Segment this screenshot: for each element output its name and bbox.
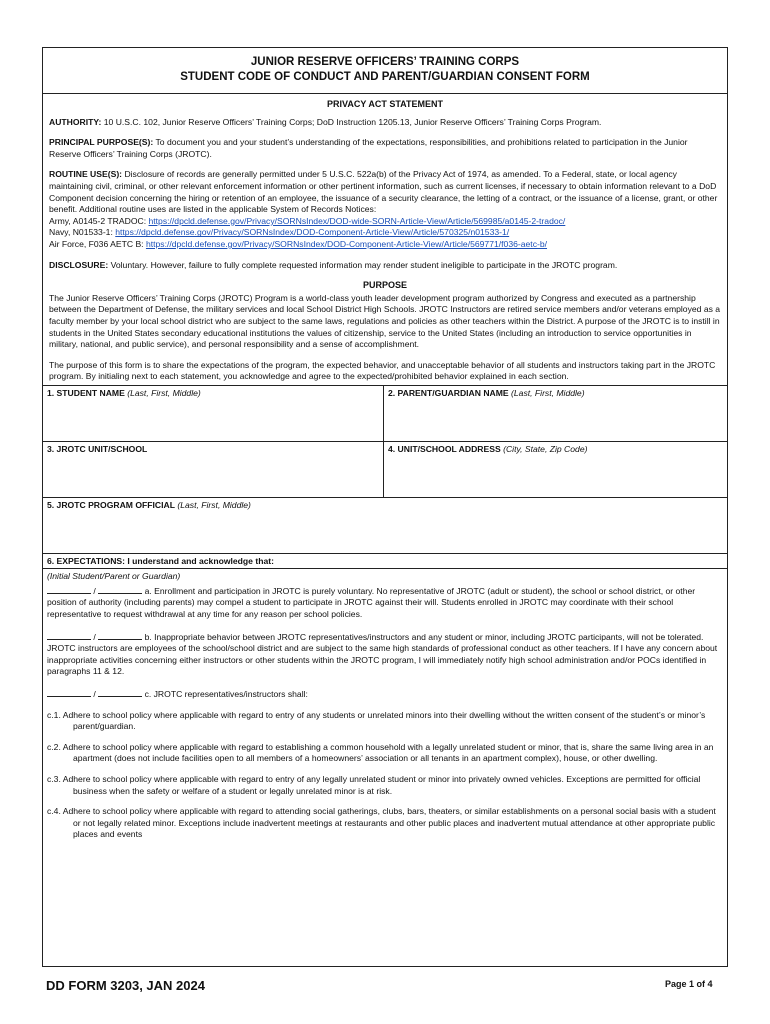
unit-address-hint: (City, State, Zip Code) — [503, 443, 588, 454]
navy-sorn-label: Navy, N01533-1: — [49, 227, 113, 238]
initials-separator: / — [93, 689, 96, 700]
parent-name-field[interactable] — [384, 386, 727, 441]
disclosure-paragraph — [49, 260, 721, 272]
army-sorn-label: Army, A0145-2 TRADOC: — [49, 215, 147, 226]
routine-use-label: ROUTINE USE(S): — [49, 169, 123, 180]
expectations-list — [43, 584, 727, 841]
expectation-c3: c.3. Adhere to school policy where applicable with regard to entry of any legally unrelated student or minor into privately owned vehicles. Exceptions are permitted for official business when the safety or welfare of a student or legally unrelated minor is at risk. — [47, 774, 701, 796]
program-official-label: 5. JROTC PROGRAM OFFICIAL — [47, 499, 175, 510]
name-fields-row — [43, 385, 727, 441]
privacy-heading: PRIVACY ACT STATEMENT — [326, 99, 443, 109]
routine-use-text: Disclosure of records are generally permitted under 5 U.S.C. 522a(b) of the Privacy Act of 1974, as amended. To a Federal, state, or local agency maintaining civil, criminal, or other relevant enforcement information or other pertinent information, such as current licenses, if necessary to obtain information relevant to a DoD Component decision concerning the hiring or retention of an employee, the issuance of a security clearance, the letting of a contract, or the issuance of a license, grant, or other benefit. Additional routine uses are listed in the applicable System of Records Notices: — [49, 169, 718, 215]
principal-purpose-text: To document you and your student’s understanding of the expectations, responsibilities, and prohibitions related to participation in the Junior Reserve Officers’ Training Corps (JROTC). — [49, 137, 688, 159]
initials-separator: / — [93, 585, 96, 596]
purpose-section — [43, 280, 727, 383]
expectations-heading: 6. EXPECTATIONS: I understand and acknowledge that: — [43, 553, 727, 569]
parent-initials-c[interactable] — [98, 687, 142, 697]
principal-purpose-paragraph — [49, 137, 721, 160]
expectation-c — [47, 687, 723, 701]
parent-initials-a[interactable] — [98, 584, 142, 594]
expectation-c2: c.2. Adhere to school policy where applicable with regard to establishing a common household with a legally unrelated student or minor, that is, share the same living area in an apartment (does not include facilities open to all members of a homeowners’ association or all tenants in an apartment complex), house, or other dwelling. — [47, 741, 714, 764]
expectation-b-text: b. Inappropriate behavior between JROTC representatives/instructors and any student or minor, including JROTC participants, will not be tolerated. JROTC instructors are employees of the school/school district and are subject to the same high standards of professional conduct as other teachers. If I have any concern about inappropriate activities concerning either instructors or other students within the JROTC program, I will immediately notify high school administration and/or POCs identified in paragraphs 11 & 12. — [47, 631, 718, 677]
consent-form — [42, 47, 728, 967]
initials-separator: / — [93, 631, 96, 642]
student-initials-b[interactable] — [47, 630, 91, 640]
routine-use-paragraph — [49, 169, 721, 250]
form-number: DD FORM 3203, JAN 2024 — [46, 978, 205, 993]
form-title-line-2: STUDENT CODE OF CONDUCT AND PARENT/GUARDIAN CONSENT FORM — [180, 71, 590, 83]
parent-name-label: 2. PARENT/GUARDIAN NAME — [388, 387, 509, 398]
disclosure-text: Voluntary. However, failure to fully complete requested information may render student ineligible to participate in the JROTC program. — [110, 259, 618, 270]
parent-name-hint: (Last, First, Middle) — [511, 387, 585, 398]
navy-sorn-link[interactable]: https://dpcld.defense.gov/Privacy/SORNsIndex/DOD-Component-Article-View/Article/570325/n01533-1/ — [115, 227, 510, 238]
student-name-field[interactable] — [43, 386, 384, 441]
principal-purpose-label: PRINCIPAL PURPOSE(S): — [49, 137, 154, 148]
unit-address-label: 4. UNIT/SCHOOL ADDRESS — [388, 443, 501, 454]
official-field-row — [43, 497, 727, 553]
student-initials-c[interactable] — [47, 687, 91, 697]
form-title-line-1: JUNIOR RESERVE OFFICERS’ TRAINING CORPS — [250, 56, 520, 68]
form-title — [43, 48, 727, 94]
expectation-a-text: a. Enrollment and participation in JROTC is purely voluntary. No representative of JROTC (adult or student), the school or school district, or other position of authority (including parents) may compel a student to participate in JROTC against their will. Students enrolled in JROTC may coordinate with their school representative to request withdrawal at any time for any reason per school policies. — [47, 585, 696, 620]
airforce-sorn-label: Air Force, F036 AETC B: — [49, 238, 144, 249]
expectation-b — [47, 630, 723, 678]
authority-label: AUTHORITY: — [49, 116, 102, 127]
student-name-label: 1. STUDENT NAME — [47, 387, 125, 398]
initial-note: (Initial Student/Parent or Guardian) — [47, 570, 181, 581]
program-official-hint: (Last, First, Middle) — [177, 499, 251, 510]
purpose-paragraph-2: The purpose of this form is to share the expectations of the program, the expected behavior, and unacceptable behavior of all students and instructors taking part in the JROTC program. By initialing next to each statement, you acknowledge and agree to the expected/prohibited behavior explained in each section. — [49, 359, 716, 382]
expectation-c1: c.1. Adhere to school policy where applicable with regard to entry of any students or unrelated minors into their dwelling without the written consent of the student’s or minor’s parent/guardian. — [47, 709, 706, 732]
army-sorn-link[interactable]: https://dpcld.defense.gov/Privacy/SORNsIndex/DOD-wide-SORN-Article-View/Article/569985/a0145-2-tradoc/ — [148, 215, 566, 226]
purpose-heading: PURPOSE — [362, 280, 407, 291]
authority-text: 10 U.S.C. 102, Junior Reserve Officers’ Training Corps; DoD Instruction 1205.13, Junior Reserve Officers’ Training Corps Program. — [103, 116, 602, 127]
expectation-c4: c.4. Adhere to school policy where applicable with regard to attending social gatherings, clubs, bars, theaters, or similar establishments on a personal social basis with a student or not legally related minor. Exceptions include inadvertent meetings at restaurants and other public places and inadvertent mutual attendance at other appropriate public places and events — [47, 806, 716, 840]
expectation-a — [47, 584, 723, 621]
unit-school-field[interactable] — [43, 442, 384, 497]
privacy-act-statement — [43, 94, 727, 271]
purpose-paragraph-1: The Junior Reserve Officers’ Training Corps (JROTC) Program is a world-class youth leader development program authorized by Congress and executed as a partnership between the Department of Defense, the military services and local School District High Schools. JROTC Instructors are retired service members and/or veterans employed as a faculty member by your local school district who are subject to the same laws, regulations and policies as other teachers within the District. A purpose of the JROTC is to instill in students in the United States secondary educational institutions the values of citizenship, service to the United States (including an introduction to service opportunities in military, national, and public service), and personal responsibility and a sense of accomplishment. — [49, 292, 721, 350]
authority-paragraph — [49, 117, 721, 129]
airforce-sorn-link[interactable]: https://dpcld.defense.gov/Privacy/SORNsIndex/DOD-Component-Article-View/Article/569771/f036-aetc-b/ — [145, 238, 548, 249]
page-number: Page 1 of 4 — [665, 979, 713, 989]
unit-fields-row — [43, 441, 727, 497]
disclosure-label: DISCLOSURE: — [49, 259, 109, 270]
expectation-c-text: c. JROTC representatives/instructors shall: — [144, 689, 308, 700]
program-official-field[interactable] — [43, 498, 727, 553]
parent-initials-b[interactable] — [98, 630, 142, 640]
unit-school-label: 3. JROTC UNIT/SCHOOL — [47, 443, 148, 454]
student-name-hint: (Last, First, Middle) — [127, 387, 201, 398]
unit-address-field[interactable] — [384, 442, 727, 497]
student-initials-a[interactable] — [47, 584, 91, 594]
